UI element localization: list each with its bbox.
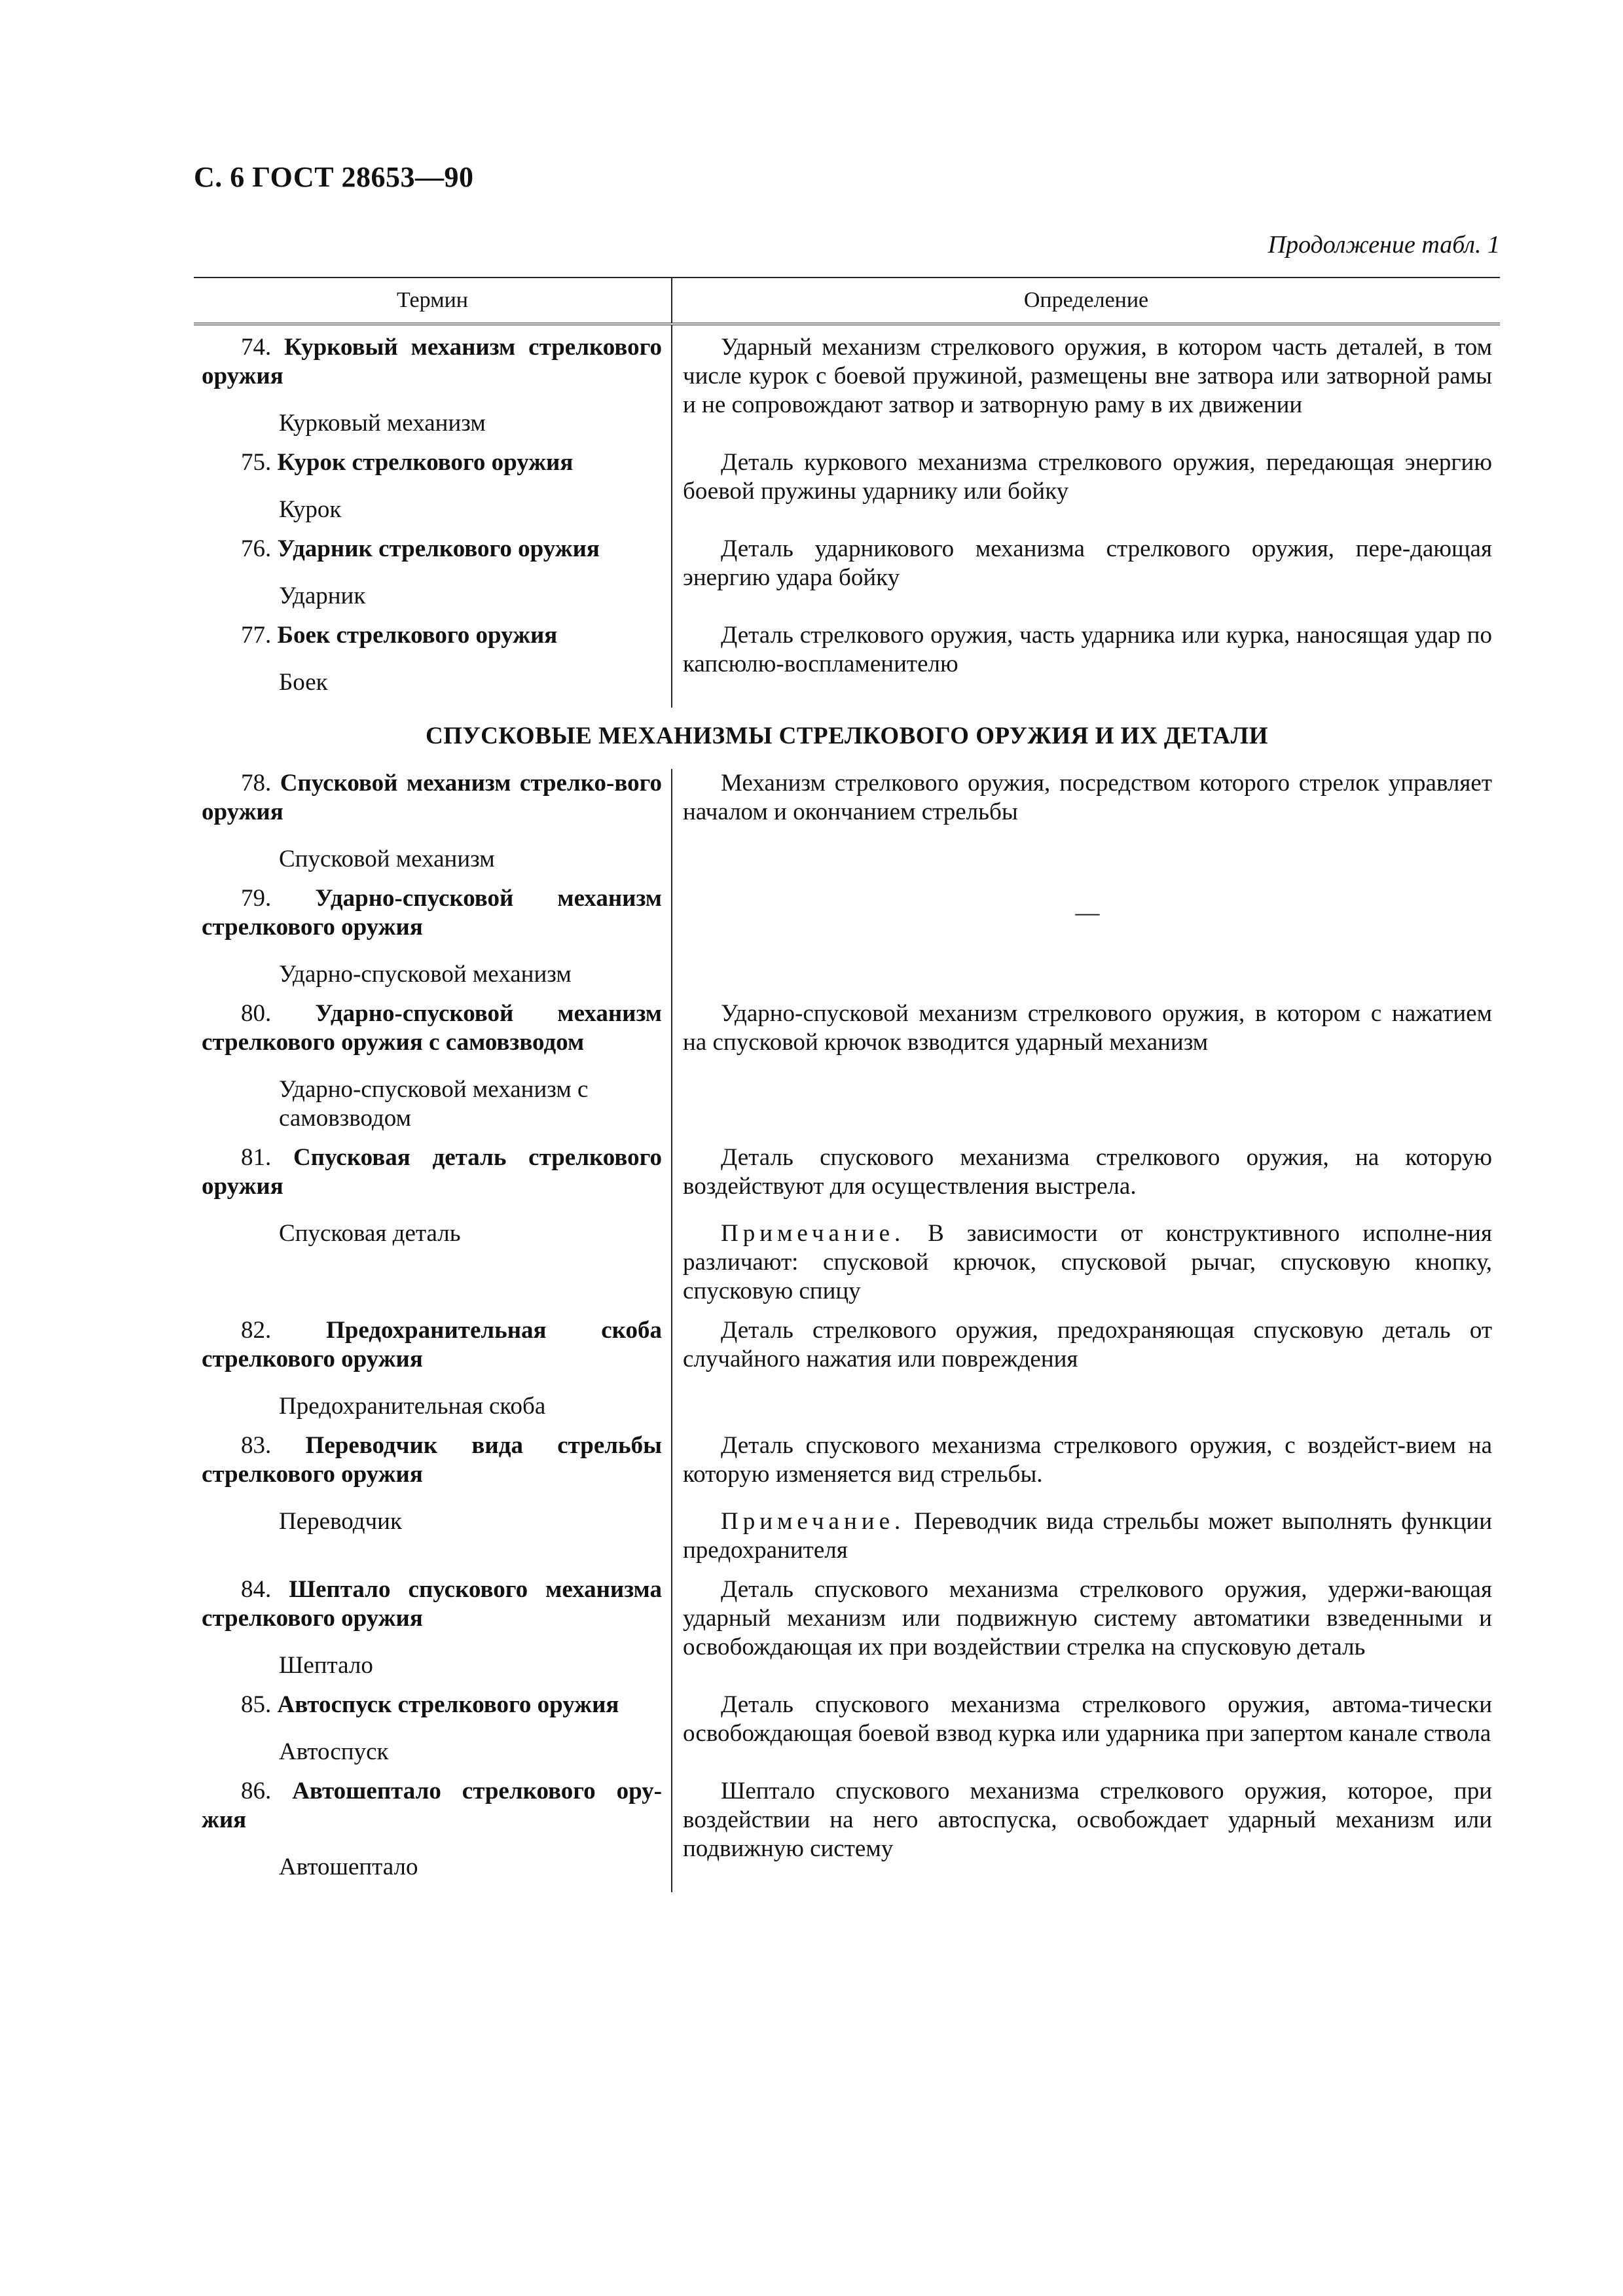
term-short-form: Предохранительная скоба (279, 1393, 546, 1420)
definition-cell (672, 535, 1500, 621)
term-short-form: Ударник (279, 583, 366, 609)
table-continuation-label: Продолжение табл. 1 (1267, 231, 1500, 259)
definition-text: Деталь стрелкового оружия, часть ударника или курка, наносящая удар по капсюлю-воспламенителю (683, 622, 1492, 677)
term-cell (194, 769, 672, 884)
term-entry (202, 1316, 662, 1374)
term-number: 79. (241, 885, 272, 912)
term-name: Предохранительная скоба стрелкового оружия (202, 1317, 662, 1372)
term-entry (202, 535, 662, 564)
term-number: 84. (241, 1576, 272, 1603)
term-short-form: Ударно-спусковой механизм (279, 961, 572, 988)
column-header-term: Термин (194, 278, 672, 324)
term-cell (194, 1431, 672, 1575)
definition-cell (672, 999, 1500, 1143)
definition-text: Деталь спускового механизма стрелкового оружия, удержи-вающая ударный механизм или подвижную систему автоматики взведенными и освобождающая их при воздействии стрелка на спусковую деталь (683, 1576, 1492, 1660)
term-name: Автошептало стрелкового ору-жия (202, 1778, 662, 1833)
term-name: Спусковой механизм стрелко-вого оружия (202, 770, 662, 825)
term-entry (202, 999, 662, 1057)
term-short-form: Спусковая деталь (279, 1220, 461, 1247)
definition-cell (672, 621, 1500, 708)
definition-cell (672, 1316, 1500, 1431)
term-cell (194, 621, 672, 708)
definition-text: Механизм стрелкового оружия, посредством которого стрелок управляет началом и окончанием стрельбы (683, 770, 1492, 825)
term-number: 86. (241, 1778, 272, 1804)
term-name: Спусковая деталь стрелкового оружия (202, 1144, 662, 1200)
definition-cell (672, 1575, 1500, 1691)
definition-cell (672, 324, 1500, 448)
term-entry (202, 333, 662, 391)
terms-table (194, 277, 1500, 1892)
term-entry (202, 884, 662, 942)
definition-cell (672, 1777, 1500, 1892)
term-number: 77. (241, 622, 272, 649)
term-entry (202, 769, 662, 827)
term-name: Курок стрелкового оружия (277, 449, 574, 476)
table-row (194, 621, 1500, 708)
definition-note (683, 1219, 1492, 1306)
term-cell (194, 1316, 672, 1431)
table-row (194, 1691, 1500, 1777)
term-cell (194, 1143, 672, 1316)
term-short-form: Переводчик (279, 1508, 402, 1535)
term-name: Ударно-спусковой механизм стрелкового оружия с самовзводом (202, 1000, 662, 1056)
definition-text: Деталь спускового механизма стрелкового оружия, автома-тически освобождающая боевой взвод курка или ударника при запертом канале ствола (683, 1691, 1492, 1747)
term-cell (194, 448, 672, 535)
term-number: 85. (241, 1691, 272, 1718)
definition-cell (672, 884, 1500, 999)
term-short-form: Курковый механизм (279, 410, 486, 437)
table-row (194, 999, 1500, 1143)
term-name: Шептало спускового механизма стрелкового оружия (202, 1576, 663, 1632)
definition-text: Ударно-спусковой механизм стрелкового оружия, в котором с нажатием на спусковой крючок взводится ударный механизм (683, 1000, 1492, 1056)
note-text: В зависимости от конструктивного исполне-ния различают: спусковой крючок, спусковой рычаг, спусковую кнопку, спусковую спицу (683, 1220, 1492, 1304)
table-row (194, 769, 1500, 884)
table-header-row (194, 278, 1500, 324)
term-entry (202, 1431, 662, 1489)
terms-body (194, 324, 1500, 1892)
definition-text: Ударный механизм стрелкового оружия, в котором часть деталей, в том числе курок с боевой пружиной, размещены вне затвора или затворной рамы и не сопровождают затвор и затворную раму в их движении (683, 334, 1492, 418)
term-short-form: Спусковой механизм (279, 846, 495, 872)
definition-cell (672, 1431, 1500, 1575)
definition-text: Деталь спускового механизма стрелкового оружия, с воздейст-вием на которую изменяется вид стрельбы. (683, 1432, 1492, 1488)
definition-cell (672, 448, 1500, 535)
term-entry (202, 448, 662, 477)
term-number: 83. (241, 1432, 272, 1459)
term-cell (194, 999, 672, 1143)
term-short-form: Боек (279, 669, 328, 696)
term-number: 80. (241, 1000, 272, 1027)
term-short-form: Шептало (279, 1652, 373, 1679)
definition-cell (672, 769, 1500, 884)
section-heading: СПУСКОВЫЕ МЕХАНИЗМЫ СТРЕЛКОВОГО ОРУЖИЯ И ИХ ДЕТАЛИ (426, 723, 1268, 749)
table-row (194, 324, 1500, 448)
section-row (194, 708, 1500, 769)
term-cell (194, 1575, 672, 1691)
page-header: С. 6 ГОСТ 28653—90 (194, 161, 474, 193)
table-row (194, 1316, 1500, 1431)
table-row (194, 1143, 1500, 1316)
term-name: Автоспуск стрелкового оружия (277, 1691, 619, 1718)
note-label: Примечание. (721, 1220, 905, 1247)
term-entry (202, 1691, 662, 1719)
term-name: Боек стрелкового оружия (277, 622, 558, 649)
term-name: Ударник стрелкового оружия (277, 535, 600, 562)
definition-cell (672, 1143, 1500, 1316)
term-cell (194, 1691, 672, 1777)
term-short-form: Автоспуск (279, 1738, 389, 1765)
definition-cell (672, 1691, 1500, 1777)
term-number: 81. (241, 1144, 272, 1171)
term-cell (194, 324, 672, 448)
definition-text: Деталь спускового механизма стрелкового оружия, на которую воздействуют для осуществления выстрела. (683, 1144, 1492, 1200)
table-row (194, 1431, 1500, 1575)
term-entry (202, 621, 662, 650)
term-number: 82. (241, 1317, 272, 1344)
term-short-form: Автошептало (279, 1854, 418, 1880)
table-row (194, 1777, 1500, 1892)
definition-text: Деталь куркового механизма стрелкового оружия, передающая энергию боевой пружины ударнику или бойку (683, 449, 1492, 505)
note-label: Примечание. (721, 1508, 905, 1535)
table-row (194, 448, 1500, 535)
definition-text: Шептало спускового механизма стрелкового оружия, которое, при воздействии на него автоспуска, освобождает ударный механизм или подвижную систему (683, 1778, 1492, 1862)
definition-text: Деталь ударникового механизма стрелкового оружия, пере-дающая энергию удара бойку (683, 535, 1492, 591)
term-entry (202, 1143, 662, 1201)
term-cell (194, 884, 672, 999)
term-short-form: Ударно-спусковой механизм с самовзводом (279, 1076, 589, 1132)
table-row (194, 535, 1500, 621)
term-cell (194, 1777, 672, 1892)
term-number: 74. (241, 334, 272, 361)
term-short-form: Курок (279, 496, 342, 523)
term-number: 76. (241, 535, 272, 562)
term-number: 75. (241, 449, 272, 476)
term-name: Ударно-спусковой механизм стрелкового оружия (202, 885, 662, 941)
term-number: 78. (241, 770, 272, 797)
definition-text: Деталь стрелкового оружия, предохраняющая спусковую деталь от случайного нажатия или повреждения (683, 1317, 1492, 1372)
table-row (194, 1575, 1500, 1691)
column-header-definition: Определение (672, 278, 1500, 324)
definition-note (683, 1507, 1492, 1565)
term-entry (202, 1575, 662, 1633)
note-text: Переводчик вида стрельбы может выполнять функции предохранителя (683, 1508, 1493, 1564)
definition-dash: — (1075, 899, 1100, 926)
term-name: Переводчик вида стрельбы стрелкового оружия (202, 1432, 662, 1488)
table-row (194, 884, 1500, 999)
term-name: Курковый механизм стрелкового оружия (202, 334, 662, 389)
term-entry (202, 1777, 662, 1835)
term-cell (194, 535, 672, 621)
